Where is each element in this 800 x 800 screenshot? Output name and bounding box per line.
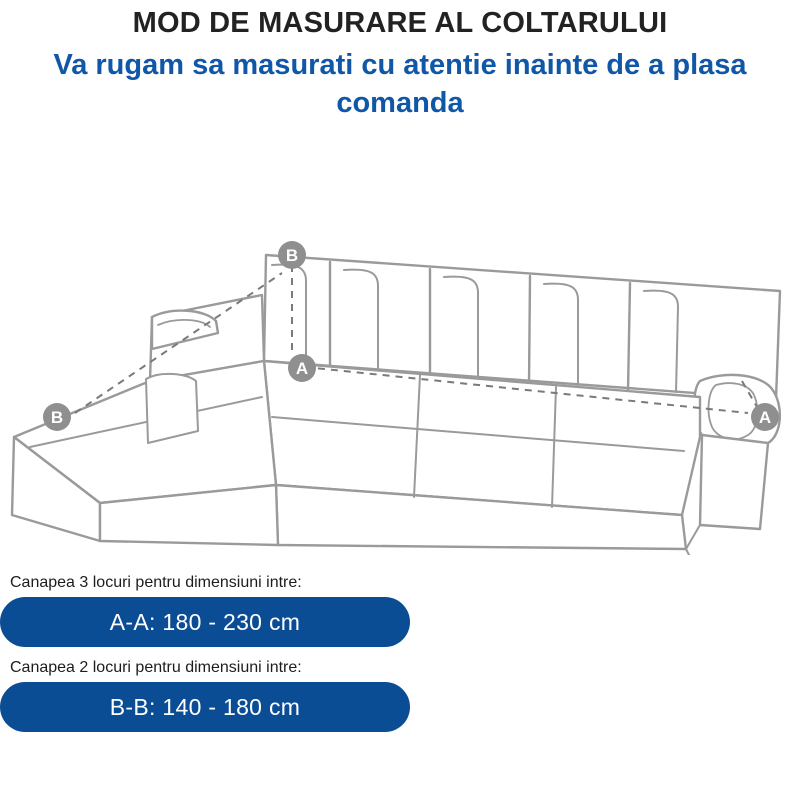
measurement-row-3-seats bbox=[0, 572, 800, 647]
page-title: MOD DE MASURARE AL COLTARULUI bbox=[132, 7, 668, 39]
marker-b-left bbox=[43, 403, 71, 431]
svg-text:A: A bbox=[295, 359, 309, 378]
svg-text:A: A bbox=[758, 408, 772, 427]
measurement-badge-aa: A-A: 180 - 230 cm bbox=[0, 597, 410, 647]
svg-text:B: B bbox=[285, 246, 299, 265]
measurement-row-2-seats bbox=[0, 657, 800, 732]
measurement-caption: Canapea 2 locuri pentru dimensiuni intre: bbox=[10, 659, 302, 676]
page-subtitle: Va rugam sa masurati cu atentie inainte de a plasa comanda bbox=[53, 49, 747, 119]
measurements-list bbox=[0, 572, 800, 732]
header bbox=[0, 6, 800, 122]
measurement-badge-bb: B-B: 140 - 180 cm bbox=[0, 682, 410, 732]
sofa-diagram bbox=[0, 185, 800, 555]
marker-b-top bbox=[278, 241, 306, 269]
marker-a-top bbox=[288, 354, 316, 382]
marker-a-right bbox=[751, 403, 779, 431]
measurement-caption: Canapea 3 locuri pentru dimensiuni intre: bbox=[10, 574, 302, 591]
svg-text:B: B bbox=[50, 408, 64, 427]
